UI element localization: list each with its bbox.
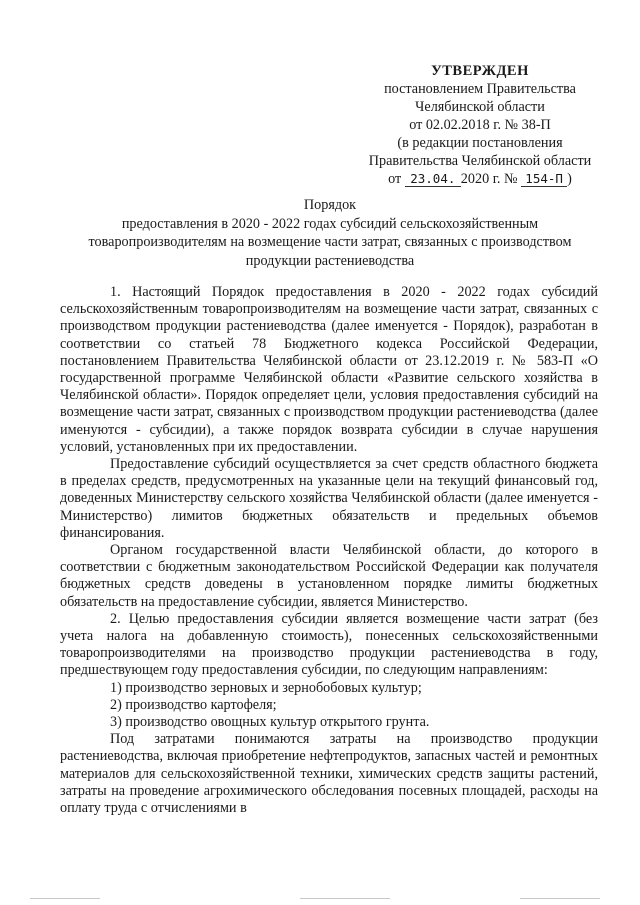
year-label: 2020 г. №: [460, 171, 518, 187]
heading-title: Порядок: [303, 197, 357, 213]
amendment-number: 154-П: [521, 171, 567, 187]
approval-line: постановлением Правительства: [384, 81, 576, 97]
scan-artifact: [30, 898, 100, 899]
approval-line: Челябинской области: [415, 99, 545, 115]
paragraph-2: Предоставление субсидий осуществляется за счет средств областного бюджета в пределах средств, предусмотренных на указанные цели на текущий финансовый год, доведенных Министерству сельского хозяйства Челябинской области (далее именуется - Министерство) лимитов бюджетных обязательств и предельных объемов финансирования.: [60, 456, 598, 541]
list-item-1: 1) производство зерновых и зернобобовых культур;: [110, 679, 422, 696]
paragraph-3: Органом государственной власти Челябинской области, до которого в соответствии с бюджетным законодательством Российской Федерации как получателя бюджетных средств доведены в установленном порядке лимиты бюджетных обязательств на предоставление субсидии, является Министерство.: [60, 542, 598, 610]
scan-artifact: [520, 898, 600, 899]
amendment-date: 23.04.: [405, 171, 461, 187]
document-heading: [60, 196, 600, 270]
amendment-line: [330, 170, 630, 188]
heading-line: товаропроизводителям на возмещение части затрат, связанных с производством: [88, 234, 572, 250]
list-item-2: 2) производство картофеля;: [110, 696, 277, 713]
approval-line: Правительства Челябинской области: [368, 153, 592, 169]
list-item-3: 3) производство овощных культур открытого грунта.: [110, 714, 430, 731]
paragraph-5: Под затратами понимаются затраты на производство продукции растениеводства, включая приобретение нефтепродуктов, запасных частей и ремонтных материалов для сельскохозяйственной техники, химических средств защиты растений, затраты на проведение агрохимического обследования посевных площадей, расходы на оплату труда с отчислениями в: [60, 731, 598, 817]
paragraph-4: 2. Целью предоставления субсидии является возмещение части затрат (без учета налога на добавленную стоимость), понесенных сельскохозяйственными товаропроизводителями на производство продукции растениеводства в году, предшествующем году предоставления субсидии, по следующим направлениям:: [60, 610, 598, 679]
heading-line: предоставления в 2020 - 2022 годах субсидий сельскохозяйственным: [121, 215, 539, 232]
approval-title: УТВЕРЖДЕН: [431, 63, 529, 79]
scan-artifact: [300, 898, 390, 899]
heading-line: продукции растениеводства: [245, 252, 415, 269]
approval-line: (в редакции постановления: [397, 135, 563, 151]
close-paren: ): [567, 171, 572, 187]
approval-stamp-block: [330, 62, 630, 188]
approval-line: от 02.02.2018 г. № 38-П: [409, 117, 551, 133]
document-body: [60, 284, 598, 817]
paragraph-1: 1. Настоящий Порядок предоставления в 2020 - 2022 годах субсидий сельскохозяйственным товаропроизводителям на возмещение части затрат, связанных с производством продукции растениеводства (далее именуется - Порядок), разработан в соответствии со статьей 78 Бюджетного кодекса Российской Федерации, постановлением Правительства Челябинской области от 23.12.2019 г. № 583-П «О государственной программе Челябинской области «Развитие сельского хозяйства в Челябинской области». Порядок определяет цели, условия предоставления субсидий на возмещение части затрат, связанных с производством продукции растениеводства (далее именуются - субсидии), а также порядок возврата субсидии в случае нарушения условий, установленных при их предоставлении.: [60, 284, 598, 455]
from-label: от: [388, 171, 402, 187]
